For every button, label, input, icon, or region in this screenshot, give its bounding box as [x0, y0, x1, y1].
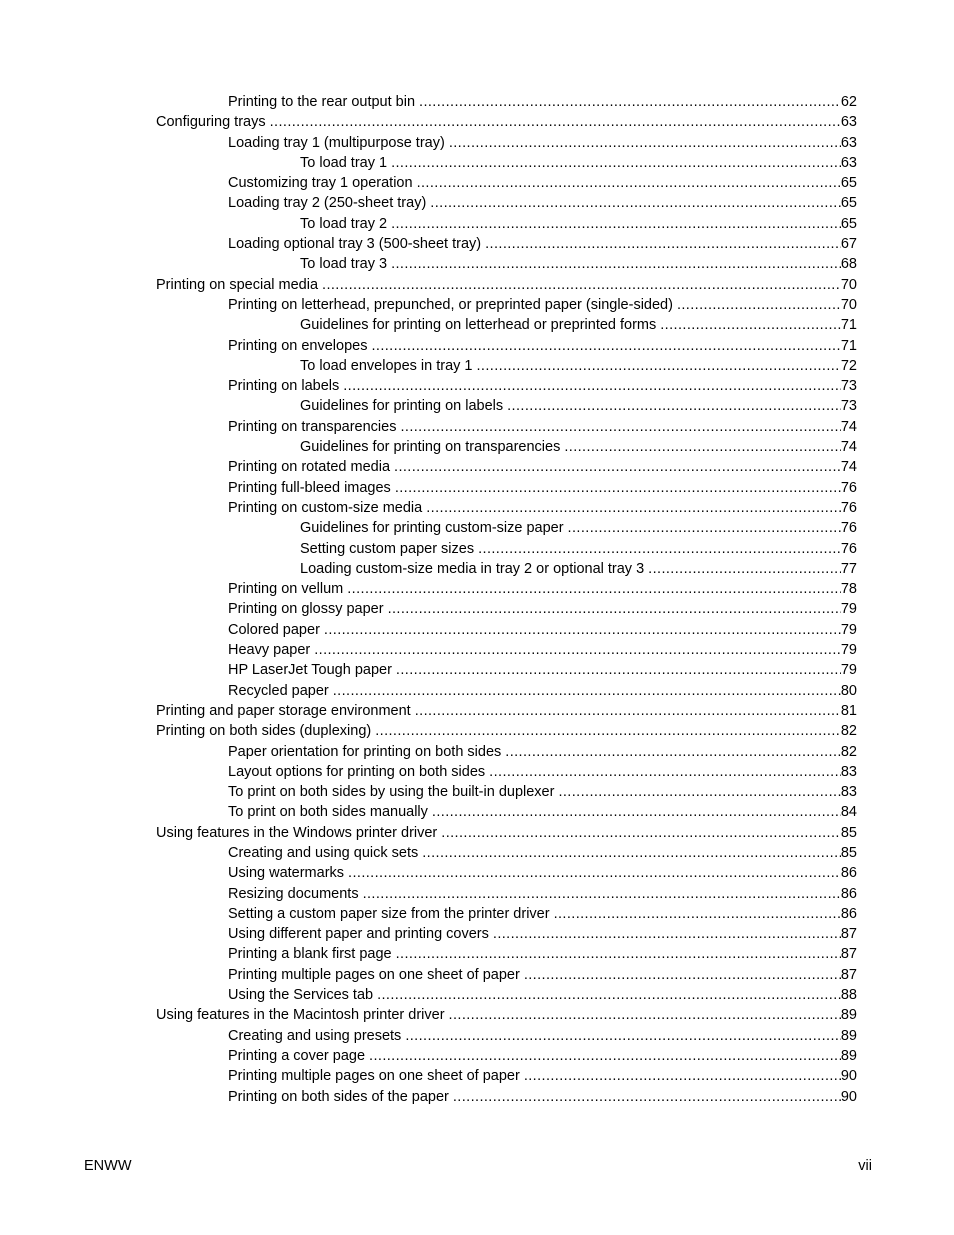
toc-entry[interactable] — [0, 396, 954, 416]
toc-entry-page-number: 86 — [840, 905, 857, 922]
toc-entry-page-number: 74 — [840, 439, 857, 456]
toc-dot-leader — [489, 762, 841, 782]
toc-entry-title: Printing full-bleed images — [228, 479, 391, 496]
toc-entry-page-number: 76 — [840, 520, 857, 537]
toc-dot-leader — [363, 884, 841, 904]
toc-entry-content — [228, 193, 857, 213]
toc-entry-title: Printing on labels — [228, 378, 340, 395]
toc-entry-page-number: 63 — [840, 154, 857, 171]
toc-entry-content — [300, 559, 857, 579]
toc-entry[interactable] — [0, 579, 954, 599]
toc-entry-title: Loading optional tray 3 (500-sheet tray) — [228, 236, 482, 253]
toc-entry-title: Recycled paper — [228, 682, 329, 699]
toc-entry-page-number: 73 — [840, 398, 857, 415]
toc-entry-title: Using different paper and printing covers — [228, 926, 489, 943]
toc-dot-leader — [485, 234, 841, 254]
toc-entry-content — [156, 275, 857, 295]
toc-entry[interactable] — [0, 193, 954, 213]
toc-entry-title: Printing and paper storage environment — [156, 702, 411, 719]
toc-dot-leader — [453, 1087, 841, 1107]
toc-entry-content — [228, 884, 857, 904]
toc-entry-title: Layout options for printing on both sides — [228, 763, 486, 780]
toc-entry[interactable] — [0, 863, 954, 883]
toc-entry-title: Heavy paper — [228, 642, 311, 659]
toc-entry[interactable] — [0, 254, 954, 274]
toc-entry-title: Printing on special media — [156, 276, 319, 293]
toc-entry-content — [156, 112, 857, 132]
toc-dot-leader — [348, 863, 841, 883]
toc-entry-title: Printing on both sides of the paper — [228, 1088, 449, 1105]
toc-dot-leader — [405, 1026, 841, 1046]
toc-entry[interactable] — [0, 153, 954, 173]
toc-dot-leader — [558, 782, 840, 802]
toc-entry-content — [228, 742, 857, 762]
toc-entry-content — [228, 660, 857, 680]
toc-entry-title: Using features in the Windows printer driver — [156, 824, 438, 841]
toc-entry-content — [156, 721, 857, 741]
toc-entry-content — [300, 254, 857, 274]
toc-entry-page-number: 85 — [840, 824, 857, 841]
toc-entry-title: Printing on letterhead, prepunched, or preprinted paper (single-sided) — [228, 296, 673, 313]
toc-entry-page-number: 83 — [840, 784, 857, 801]
toc-entry-page-number: 63 — [840, 114, 857, 131]
toc-entry-content — [228, 1026, 857, 1046]
toc-entry-page-number: 80 — [840, 682, 857, 699]
toc-entry[interactable] — [0, 457, 954, 477]
toc-entry-page-number: 86 — [840, 865, 857, 882]
toc-entry[interactable] — [0, 356, 954, 376]
toc-dot-leader — [324, 620, 841, 640]
toc-entry[interactable] — [0, 518, 954, 538]
toc-entry-title: Printing multiple pages on one sheet of paper — [228, 1068, 520, 1085]
toc-entry-page-number: 82 — [840, 743, 857, 760]
toc-entry-title: Customizing tray 1 operation — [228, 175, 413, 192]
toc-entry-page-number: 70 — [840, 296, 857, 313]
toc-entry-page-number: 85 — [840, 844, 857, 861]
toc-entry-title: Loading tray 2 (250-sheet tray) — [228, 195, 427, 212]
toc-entry-page-number: 77 — [840, 560, 857, 577]
toc-entry[interactable] — [0, 112, 954, 132]
toc-dot-leader — [369, 1046, 841, 1066]
toc-entry-title: To load envelopes in tray 1 — [300, 357, 473, 374]
toc-entry[interactable] — [0, 234, 954, 254]
toc-entry-page-number: 83 — [840, 763, 857, 780]
toc-entry[interactable] — [0, 721, 954, 741]
toc-entry-content — [228, 417, 857, 437]
toc-entry-title: To load tray 3 — [300, 256, 388, 273]
toc-entry-page-number: 87 — [840, 946, 857, 963]
toc-entry-content — [300, 539, 857, 559]
toc-entry[interactable] — [0, 336, 954, 356]
toc-entry-page-number: 76 — [840, 499, 857, 516]
toc-dot-leader — [422, 843, 841, 863]
toc-dot-leader — [377, 985, 841, 1005]
toc-dot-leader — [426, 498, 841, 518]
toc-entry-page-number: 67 — [840, 236, 857, 253]
toc-entry-content — [228, 681, 857, 701]
toc-entry[interactable] — [0, 173, 954, 193]
toc-entry-page-number: 86 — [840, 885, 857, 902]
toc-entry-page-number: 71 — [840, 317, 857, 334]
toc-dot-leader — [314, 640, 841, 660]
toc-dot-leader — [391, 214, 841, 234]
toc-entry[interactable] — [0, 660, 954, 680]
toc-dot-leader — [449, 1005, 841, 1025]
toc-entry-title: Printing to the rear output bin — [228, 94, 416, 110]
toc-entry-title: Printing on glossy paper — [228, 601, 384, 618]
toc-entry-title: HP LaserJet Tough paper — [228, 662, 392, 679]
toc-entry-page-number: 89 — [840, 1027, 857, 1044]
toc-entry[interactable] — [0, 823, 954, 843]
toc-dot-leader — [347, 579, 841, 599]
toc-entry-content — [228, 620, 857, 640]
toc-entry-page-number: 79 — [840, 662, 857, 679]
toc-dot-leader — [524, 965, 841, 985]
toc-entry-title: Printing on envelopes — [228, 337, 368, 354]
toc-dot-leader — [400, 417, 840, 437]
toc-entry[interactable] — [0, 315, 954, 335]
footer-page-number: vii — [858, 1158, 872, 1174]
toc-entry-content — [300, 518, 857, 538]
toc-entry-page-number: 89 — [840, 1047, 857, 1064]
toc-entry-page-number: 79 — [840, 642, 857, 659]
toc-entry-content — [228, 924, 857, 944]
toc-entry-title: Printing on both sides (duplexing) — [156, 723, 372, 740]
toc-entry-page-number: 87 — [840, 966, 857, 983]
toc-dot-leader — [333, 681, 841, 701]
toc-dot-leader — [395, 478, 841, 498]
toc-entry-content — [228, 579, 857, 599]
toc-entry[interactable] — [0, 620, 954, 640]
toc-entry-content — [156, 823, 857, 843]
toc-entry[interactable] — [0, 417, 954, 437]
toc-entry-content — [228, 295, 857, 315]
toc-entry-content — [228, 985, 857, 1005]
toc-entry-content — [228, 944, 857, 964]
toc-entry-content — [300, 153, 857, 173]
toc-entry-page-number: 76 — [840, 479, 857, 496]
toc-entry-content — [228, 498, 857, 518]
toc-entry-content — [228, 843, 857, 863]
toc-entry-content — [228, 599, 857, 619]
toc-entry-page-number: 90 — [840, 1088, 857, 1105]
toc-entry[interactable] — [0, 1087, 954, 1107]
toc-entry-page-number: 82 — [840, 723, 857, 740]
toc-entry-content — [228, 457, 857, 477]
toc-dot-leader — [270, 112, 841, 132]
toc-entry[interactable] — [0, 904, 954, 924]
toc-entry-content — [228, 1046, 857, 1066]
toc-entry[interactable] — [0, 944, 954, 964]
toc-entry[interactable] — [0, 884, 954, 904]
toc-entry-page-number: 84 — [840, 804, 857, 821]
toc-dot-leader — [394, 457, 841, 477]
toc-entry[interactable] — [0, 376, 954, 396]
toc-entry-content — [228, 234, 857, 254]
toc-entry-page-number: 79 — [840, 601, 857, 618]
toc-entry-page-number: 79 — [840, 621, 857, 638]
toc-dot-leader — [677, 295, 841, 315]
toc-entry-title: Guidelines for printing on letterhead or preprinted forms — [300, 317, 657, 334]
toc-entry-title: Creating and using quick sets — [228, 844, 419, 861]
toc-dot-leader — [375, 721, 841, 741]
toc-entry-title: Using watermarks — [228, 865, 345, 882]
toc-entry-title: To load tray 2 — [300, 215, 388, 232]
toc-entry[interactable] — [0, 985, 954, 1005]
toc-dot-leader — [391, 254, 841, 274]
toc-entry[interactable] — [0, 92, 954, 112]
toc-entry[interactable] — [0, 843, 954, 863]
toc-dot-leader — [478, 539, 841, 559]
toc-entry[interactable] — [0, 478, 954, 498]
toc-entry-title: Colored paper — [228, 621, 320, 638]
toc-entry-title: Printing on rotated media — [228, 459, 391, 476]
toc-entry-content — [228, 376, 857, 396]
toc-entry-page-number: 88 — [840, 987, 857, 1004]
toc-entry-page-number: 63 — [840, 134, 857, 151]
toc-entry-title: Configuring trays — [156, 114, 266, 131]
toc-entry[interactable] — [0, 802, 954, 822]
toc-entry[interactable] — [0, 214, 954, 234]
toc-dot-leader — [524, 1066, 841, 1086]
toc-entry-title: Using features in the Macintosh printer driver — [156, 1007, 445, 1024]
toc-entry[interactable] — [0, 295, 954, 315]
toc-entry[interactable] — [0, 133, 954, 153]
toc-dot-leader — [505, 742, 841, 762]
toc-entry-content — [300, 437, 857, 457]
toc-entry-title: Resizing documents — [228, 885, 359, 902]
toc-entry-page-number: 65 — [840, 195, 857, 212]
toc-entry[interactable] — [0, 559, 954, 579]
toc-dot-leader — [554, 904, 841, 924]
toc-dot-leader — [493, 924, 841, 944]
toc-entry-content — [228, 904, 857, 924]
toc-dot-leader — [477, 356, 841, 376]
toc-entry-content — [228, 640, 857, 660]
toc-entry-title: To print on both sides manually — [228, 804, 428, 821]
toc-entry-page-number: 70 — [840, 276, 857, 293]
toc-entry[interactable] — [0, 701, 954, 721]
toc-dot-leader — [415, 701, 841, 721]
toc-entry[interactable] — [0, 762, 954, 782]
toc-entry[interactable] — [0, 640, 954, 660]
toc-entry-title: Using the Services tab — [228, 987, 374, 1004]
toc-entry-title: Printing multiple pages on one sheet of paper — [228, 966, 520, 983]
toc-entry-page-number: 74 — [840, 459, 857, 476]
toc-entry[interactable] — [0, 498, 954, 518]
toc-entry[interactable] — [0, 1026, 954, 1046]
toc-entry-page-number: 74 — [840, 418, 857, 435]
toc-entry-title: Printing a cover page — [228, 1047, 366, 1064]
toc-dot-leader — [564, 437, 841, 457]
toc-dot-leader — [388, 599, 841, 619]
toc-entry-page-number: 72 — [840, 357, 857, 374]
toc-entry-content — [228, 478, 857, 498]
toc-entry[interactable] — [0, 742, 954, 762]
toc-entry-content — [228, 1087, 857, 1107]
toc-dot-leader — [417, 173, 841, 193]
toc-entry-title: Loading tray 1 (multipurpose tray) — [228, 134, 445, 151]
toc-entry-page-number: 73 — [840, 378, 857, 395]
toc-entry[interactable] — [0, 1066, 954, 1086]
toc-entry-title: Printing a blank first page — [228, 946, 392, 963]
toc-entry-content — [228, 173, 857, 193]
toc-entry[interactable] — [0, 681, 954, 701]
table-of-contents — [0, 92, 954, 1107]
toc-dot-leader — [648, 559, 841, 579]
toc-entry-content — [228, 863, 857, 883]
toc-entry-title: Printing on transparencies — [228, 418, 397, 435]
toc-entry-content — [228, 92, 857, 112]
toc-entry[interactable] — [0, 539, 954, 559]
toc-entry[interactable] — [0, 1005, 954, 1025]
toc-dot-leader — [343, 376, 841, 396]
toc-entry-content — [228, 782, 857, 802]
toc-entry[interactable] — [0, 924, 954, 944]
toc-entry-content — [228, 1066, 857, 1086]
toc-entry-content — [228, 336, 857, 356]
toc-dot-leader — [396, 944, 841, 964]
toc-entry-content — [300, 315, 857, 335]
toc-entry-page-number: 90 — [840, 1068, 857, 1085]
toc-entry-content — [300, 214, 857, 234]
toc-dot-leader — [322, 275, 841, 295]
toc-entry-title: Loading custom-size media in tray 2 or optional tray 3 — [300, 560, 645, 577]
toc-entry[interactable] — [0, 1046, 954, 1066]
toc-entry-page-number: 89 — [840, 1007, 857, 1024]
toc-entry[interactable] — [0, 437, 954, 457]
toc-dot-leader — [507, 396, 841, 416]
toc-dot-leader — [419, 92, 841, 112]
toc-entry-title: To load tray 1 — [300, 154, 388, 171]
toc-entry-title: Printing on custom-size media — [228, 499, 423, 516]
toc-entry-title: To print on both sides by using the built-in duplexer — [228, 784, 555, 801]
toc-entry-content — [156, 1005, 857, 1025]
toc-entry-content — [228, 965, 857, 985]
toc-dot-leader — [396, 660, 841, 680]
toc-entry-content — [300, 396, 857, 416]
toc-dot-leader — [660, 315, 841, 335]
toc-entry-page-number: 68 — [840, 256, 857, 273]
toc-entry-title: Guidelines for printing on transparencies — [300, 439, 561, 456]
toc-entry-content — [228, 133, 857, 153]
toc-dot-leader — [430, 193, 841, 213]
toc-dot-leader — [432, 802, 841, 822]
toc-entry-page-number: 81 — [840, 702, 857, 719]
toc-entry-title: Setting custom paper sizes — [300, 540, 475, 557]
toc-entry-content — [228, 762, 857, 782]
toc-entry[interactable] — [0, 782, 954, 802]
toc-entry-page-number: 76 — [840, 540, 857, 557]
toc-entry-title: Guidelines for printing custom-size paper — [300, 520, 564, 537]
toc-entry[interactable] — [0, 599, 954, 619]
footer-doc-code: ENWW — [84, 1158, 132, 1174]
toc-entry-page-number: 65 — [840, 215, 857, 232]
toc-entry-page-number: 65 — [840, 175, 857, 192]
toc-dot-leader — [449, 133, 841, 153]
toc-dot-leader — [391, 153, 841, 173]
toc-entry-title: Creating and using presets — [228, 1027, 402, 1044]
toc-dot-leader — [568, 518, 841, 538]
toc-entry[interactable] — [0, 965, 954, 985]
toc-dot-leader — [371, 336, 840, 356]
toc-entry-content — [300, 356, 857, 376]
toc-entry-title: Printing on vellum — [228, 581, 344, 598]
toc-dot-leader — [441, 823, 841, 843]
toc-entry-title: Setting a custom paper size from the printer driver — [228, 905, 550, 922]
toc-entry-page-number: 87 — [840, 926, 857, 943]
toc-entry-content — [228, 802, 857, 822]
toc-entry-content — [156, 701, 857, 721]
toc-entry-title: Paper orientation for printing on both sides — [228, 743, 502, 760]
toc-entry-page-number: 78 — [840, 581, 857, 598]
toc-entry-title: Guidelines for printing on labels — [300, 398, 504, 415]
toc-entry-page-number: 62 — [840, 94, 857, 110]
toc-entry-page-number: 71 — [840, 337, 857, 354]
toc-entry[interactable] — [0, 275, 954, 295]
